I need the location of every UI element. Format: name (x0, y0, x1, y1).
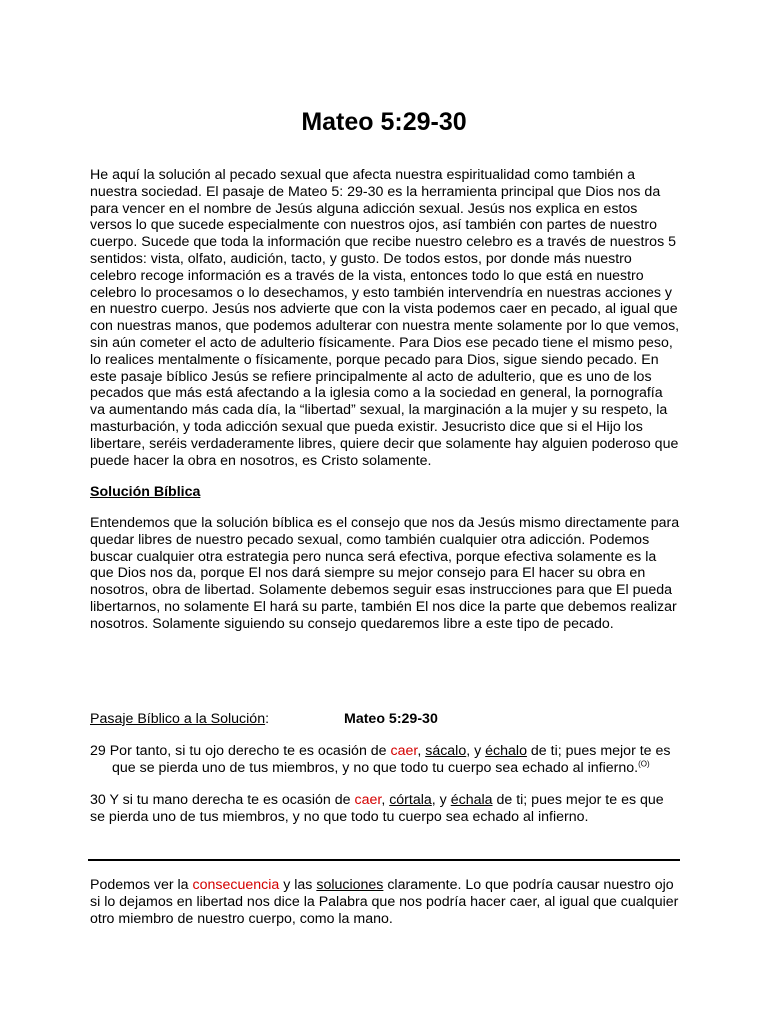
page-title: Mateo 5:29-30 (301, 108, 467, 136)
verse30-caer: caer (354, 792, 382, 808)
conclusion-consecuencia: consecuencia (192, 877, 280, 893)
verse30-w2: échala (450, 792, 493, 808)
conclusion-mid: y las (279, 877, 317, 893)
passage-colon: : (265, 711, 270, 727)
verse29-w1: sácalo (425, 743, 467, 759)
verse30-pre: 30 Y si tu mano derecha te es ocasión de (90, 792, 355, 808)
verse29-rest1: de ti; pues mejor te es (526, 743, 671, 759)
verse29-caer: caer (390, 743, 418, 759)
verse29-line2: que se pierda uno de tus miembros, y no que todo tu cuerpo sea echado al infierno. (112, 759, 639, 776)
passage-label: Pasaje Bíblico a la Solución (90, 711, 266, 727)
intro-paragraph: He aquí la solución al pecado sexual que afecta nuestra espiritualidad como también a nuestra sociedad. El pasaje de Mateo 5: 29-30 es la herramienta principal que Dios nos da para vencer en el nombre de Jesús alguna adicción sexual. Jesús nos explica en estos versos lo que sucede especialmente con nuestros ojos, así también con partes de nuestro cuerpo. Sucede que toda la información que recibe nuestro celebro es a través de nuestros 5 sentidos: vista, olfato, audición, tacto, y gusto. De todos estos, por donde más nuestro celebro recoge información es a través de la vista, entonces todo lo que está en nuestro celebro lo procesamos o lo desechamos, y esto también intervendría en nuestras acciones y en nuestro cuerpo. Jesús nos advierte que con la vista podemos caer en pecado, al igual que con nuestras manos, que podemos adulterar con nuestra mente solamente por lo que vemos, sin aún cometer el acto de adulterio físicamente. Para Dios ese pecado tiene el mismo peso, lo realices mentalmente o físicamente, porque pecado para Dios, sigue siendo pecado. En este pasaje bíblico Jesús se refiere principalmente al acto de adulterio, que es uno de los pecados que más está afectando a la iglesia como a la sociedad en general, la pornografía va aumentando más cada día, la “libertad” sexual, la marginación a la mujer y su respeto, la masturbación, y toda adicción sexual que pueda existir. Jesucristo dice que si el Hijo los libertare, seréis verdaderamente libres, quiere decir que solamente hay alguien poderoso que puede hacer la obra en nosotros, es Cristo solamente. (90, 167, 680, 469)
verse-30 (90, 792, 680, 826)
solution-paragraph: Entendemos que la solución bíblica es el consejo que nos da Jesús mismo directamente para quedar libres de nuestro pecado sexual, como también cualquier otra adicción. Podemos buscar cualquier otra estrategia pero nunca será efectiva, porque efectiva solamente es la que Dios nos da, porque El nos dará siempre su mejor consejo para El hacer su obra en nosotros, obra de libertad. Solamente debemos seguir esas instrucciones para que El pueda libertarnos, no solamente El hará su parte, también El nos dice la parte que debemos realizar nosotros. Solamente siguiendo su consejo quedaremos libre a este tipo de pecado. (90, 515, 680, 632)
verse30-rest: de ti; pues mejor te es que se pierda uno de tus miembros, y no que todo tu cuerpo sea echado al infierno. (90, 792, 664, 825)
verse29-w2: échalo (485, 743, 527, 759)
conclusion-paragraph (90, 877, 680, 927)
verse29-line2-wrap (90, 760, 680, 777)
verse30-w1: córtala (389, 792, 432, 808)
passage-reference: Mateo 5:29-30 (344, 711, 438, 727)
conclusion-soluciones: soluciones (316, 877, 384, 893)
conclusion-rest: claramente. Lo que podría causar nuestro ojo si lo dejamos en libertad nos dice la Palabra que nos podría hacer caer, al igual que cualquier otro miembro de nuestro cuerpo, como la mano. (90, 877, 679, 927)
horizontal-rule (88, 859, 680, 861)
verse29-sep2: , y (466, 743, 486, 759)
verse29-sep1: , (417, 743, 426, 759)
verse29-pre: 29 Por tanto, si tu ojo derecho te es ocasión de (90, 743, 391, 759)
conclusion-pre: Podemos ver la (90, 877, 193, 893)
passage-line (90, 711, 680, 728)
section-heading: Solución Bíblica (90, 484, 201, 500)
verse30-sep1: , (381, 792, 390, 808)
verse29-note: (O) (638, 759, 650, 769)
verse30-sep2: , y (431, 792, 451, 808)
verse-29 (90, 743, 680, 777)
